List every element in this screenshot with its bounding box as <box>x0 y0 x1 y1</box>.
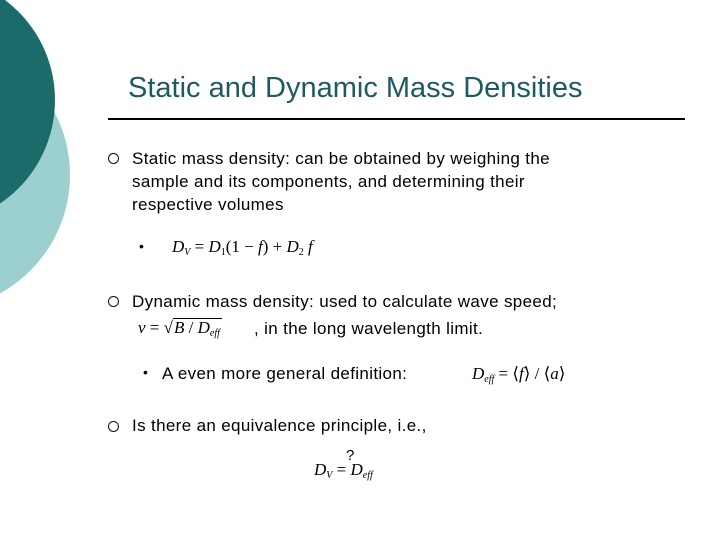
dot-bullet-icon: • <box>139 238 144 254</box>
bullet-2-line-2: , in the long wavelength limit. <box>254 319 484 338</box>
hollow-circle-bullet-icon <box>108 421 119 432</box>
bullet-2-subtext: A even more general definition: <box>162 364 408 383</box>
dot-bullet-icon: • <box>143 364 148 380</box>
bullet-1-line-3: respective volumes <box>132 195 284 214</box>
wave-speed-formula: $v = √B / D_{eff}$ <box>138 318 222 342</box>
hollow-circle-bullet-icon <box>108 296 119 307</box>
static-density-formula: $D_V = D_1(1 - f) + D_2$ f <box>172 237 313 258</box>
corner-decoration <box>0 0 120 300</box>
bullet-3-line-1: Is there an equivalence principle, i.e., <box>132 416 427 435</box>
equivalence-formula: $D_V = D_{eff}$ <box>314 460 373 481</box>
equivalence-question-mark: ? <box>346 447 355 464</box>
bullet-1-line-1: Static mass density: can be obtained by weighing the <box>132 149 550 168</box>
hollow-circle-bullet-icon <box>108 153 119 164</box>
general-density-formula: $D_{eff}$ = ⟨f⟩ / ⟨a⟩ <box>472 364 566 385</box>
slide-title: Static and Dynamic Mass Densities <box>128 72 583 104</box>
title-divider <box>108 118 685 120</box>
bullet-1-line-2: sample and its components, and determining their <box>132 172 525 191</box>
bullet-2-line-1: Dynamic mass density: used to calculate wave speed; <box>132 292 558 311</box>
